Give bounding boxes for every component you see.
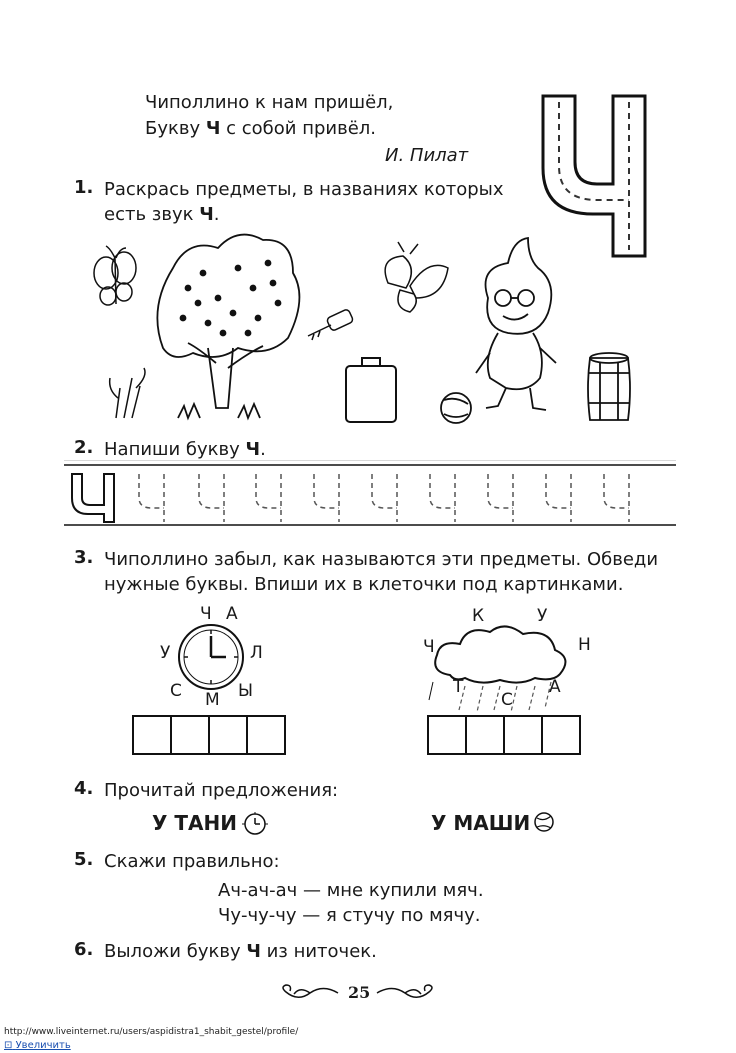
task-5-number: 5. [74,849,94,870]
task-6-bold: Ч [246,941,261,962]
clock-icon [176,622,246,692]
poem-bold-letter: Ч [205,118,221,139]
task-2-number: 2. [74,437,94,458]
ornament-left-icon [278,982,340,1004]
clock-answer-box-2[interactable] [170,715,210,755]
writing-lines[interactable] [64,460,676,530]
chipollino-icon [476,238,556,410]
task-2-bold: Ч [245,439,261,460]
task-3-line-2: нужные буквы. Впиши их в клеточки под картинками. [104,574,624,595]
key-icon [308,309,354,340]
clock-letter-3[interactable]: У [160,643,171,663]
clock-letter-1[interactable]: Ч [200,604,212,624]
task-1-line-2-end: . [213,204,220,225]
task-3-number: 3. [74,547,94,568]
zoom-label: Увеличить [15,1040,71,1051]
cloud-letter-4[interactable]: Н [578,635,591,655]
task-1-bold: Ч [199,204,214,225]
cloud-answer-box-2[interactable] [465,715,505,755]
task-5-text: Скажи правильно: [104,851,280,872]
small-ball-icon [532,810,556,834]
page-number: 25 [348,983,371,1002]
task-2-end: . [260,439,266,460]
task-1-line-2-start: есть звук [104,204,200,225]
clock-letter-7[interactable]: Ы [238,681,253,701]
sentence-right: У МАШИ [431,811,531,835]
bush-icon [110,368,145,418]
poem-line-2 [145,116,393,142]
butterfly-icon [94,246,136,305]
rain-cloud-icon [425,620,575,715]
cloud-letter-6[interactable]: С [501,690,513,710]
task-6-start: Выложи букву [104,941,247,962]
zoom-link[interactable] [4,1040,71,1051]
task-1-line-1: Раскрась предметы, в названиях которых [104,179,504,200]
rhyme-line-1: Ач-ач-ач — мне купили мяч. [218,880,484,901]
sentence-left: У ТАНИ [152,811,237,835]
task-6-number: 6. [74,939,94,960]
cloud-letter-3[interactable]: Ч [423,637,435,657]
rhyme-line-2: Чу-чу-чу — я стучу по мячу. [218,905,481,926]
clock-answer-box-1[interactable] [132,715,172,755]
task-1-text [104,177,504,227]
clock-letter-5[interactable]: С [170,681,182,701]
task-1-number: 1. [74,177,94,198]
task-4-text: Прочитай предложения: [104,780,339,801]
poem-line-1: Чиполлино к нам пришёл, [145,92,394,113]
suitcase-icon [346,358,396,422]
small-clock-icon [240,810,270,836]
clock-letter-2[interactable]: А [226,604,238,624]
clock-letter-4[interactable]: Л [250,643,263,663]
rhyme [218,878,484,928]
butterfly-right-icon [385,242,448,312]
cloud-letter-2[interactable]: У [537,606,548,626]
source-url[interactable]: http://www.liveinternet.ru/users/aspidistra1_shabit_gestel/profile/ [4,1027,299,1037]
task-2-text [104,437,266,462]
poem [145,90,393,142]
cloud-answer-box-4[interactable] [541,715,581,755]
task-6-end: из ниточек. [260,941,377,962]
task-3-text [104,547,664,597]
cloud-letter-7[interactable]: А [549,677,561,697]
clock-answer-box-3[interactable] [208,715,248,755]
task-6-text [104,939,377,964]
poem-author: И. Пилат [385,145,469,166]
poem-line-2-start: Букву [145,118,206,139]
cloud-answer-box-1[interactable] [427,715,467,755]
task-4-number: 4. [74,778,94,799]
tree-icon [157,235,299,418]
task-2-start: Напиши букву [104,439,246,460]
ball-icon [441,393,471,423]
clock-answer-box-4[interactable] [246,715,286,755]
ornament-right-icon [375,982,437,1004]
cloud-answer-box-3[interactable] [503,715,543,755]
clock-letter-6[interactable]: М [205,690,220,710]
barrel-icon [588,353,630,420]
cloud-letter-1[interactable]: К [472,606,485,626]
cloud-letter-5[interactable]: Т [453,677,464,697]
task-3-line-1: Чиполлино забыл, как называются эти предметы. Обведи [104,549,659,570]
task-1-illustration [88,228,648,428]
poem-line-2-end: с собой привёл. [220,118,376,139]
task-1-line-2 [104,202,504,227]
zoom-icon: ⊡ [4,1040,13,1051]
